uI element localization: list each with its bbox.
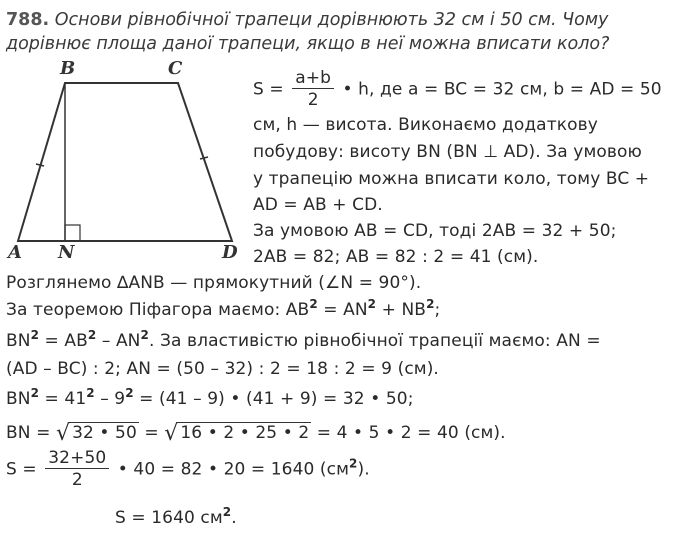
text-seg: = (41 – 9) • (41 + 9) = 32 • 50;	[133, 389, 414, 409]
text-seg: = 4 • 5 • 2 = 40 (см).	[311, 423, 506, 443]
right-angle-mark	[65, 225, 80, 241]
tick-ab	[36, 164, 44, 166]
solution-line-10	[6, 328, 601, 354]
solution-line-14	[6, 448, 370, 491]
trapezoid-figure	[0, 58, 250, 258]
text-seg: ).	[357, 459, 370, 480]
text-seg: + NB	[376, 300, 427, 320]
text-seg: – AN	[96, 331, 141, 351]
text-seg: BN =	[6, 423, 56, 443]
solution-line-8: Розглянемо ∆ANB — прямокутний (∠N = 90°).	[6, 273, 422, 293]
area-formula-line	[253, 68, 662, 111]
sqrt-radicand-1: 32 • 50	[72, 423, 137, 443]
tick-cd	[200, 157, 208, 159]
sup-2: 2	[309, 297, 318, 311]
sup-2: 2	[125, 386, 134, 400]
text-seg: .	[231, 508, 237, 528]
sqrt-symbol: √	[55, 421, 71, 446]
fraction-denominator: 2	[307, 90, 319, 110]
text-seg: – 9	[94, 389, 126, 409]
solution-line-12	[6, 386, 414, 412]
fraction-numerator: a+b	[292, 68, 334, 89]
label-a: A	[8, 242, 22, 263]
sup-2: 2	[222, 505, 232, 519]
solution-line-9	[6, 297, 440, 323]
problem-number: 788.	[6, 10, 50, 30]
solution-line-13	[6, 420, 506, 447]
s-equals: S =	[6, 459, 37, 480]
answer-line	[115, 505, 237, 531]
sup-2: 2	[87, 328, 97, 342]
solution-line-2: см, h — висота. Виконаємо додаткову	[253, 115, 598, 135]
solution-line-6: За умовою AB = CD, тоді 2AB = 32 + 50;	[253, 221, 617, 241]
text-seg: BN	[6, 389, 31, 409]
fraction-numerator: 32+50	[45, 448, 109, 469]
problem-line-1	[6, 8, 686, 32]
sqrt-symbol: √	[164, 421, 179, 446]
label-n: N	[58, 242, 75, 263]
fraction-sum	[45, 448, 109, 491]
sup-2: 2	[349, 456, 358, 471]
text-seg: = AB	[39, 331, 88, 351]
solution-line-3: побудову: висоту BN (BN ⊥ AD). За умовою	[253, 142, 642, 162]
trapezoid-outline	[18, 83, 232, 241]
problem-text-1: Основи рівнобічної трапеци дорівнюють 32 см і 50 см. Чому	[54, 10, 609, 30]
fraction-a-plus-b	[292, 68, 334, 111]
formula-rest: • h, де a = BC = 32 см, b = AD = 50	[342, 79, 662, 100]
sup-2: 2	[367, 297, 377, 311]
sqrt-radicand-2: 16 • 2 • 25 • 2	[180, 423, 310, 443]
text-seg: ;	[434, 300, 441, 320]
sup-2: 2	[86, 386, 95, 400]
sup-2: 2	[30, 328, 40, 342]
sup-2: 2	[426, 297, 435, 311]
solution-line-11: (AD – BC) : 2; AN = (50 – 32) : 2 = 18 : 2 = 9 (см).	[6, 359, 439, 379]
sup-2: 2	[30, 386, 40, 400]
solution-line-7: 2AB = 82; AB = 82 : 2 = 41 (см).	[253, 247, 539, 267]
label-b: B	[60, 58, 76, 79]
problem-statement	[6, 8, 686, 56]
text-seg: = 41	[39, 389, 87, 409]
text-seg: . За властивістю рівнобічної трапеції маємо: AN =	[148, 331, 601, 351]
sup-2: 2	[140, 328, 149, 342]
text-seg: За теоремою Піфагора маємо: AB	[6, 300, 310, 320]
label-d: D	[222, 242, 238, 263]
problem-line-2: дорівнює площа даної трапеци, якщо в неї можна вписати коло?	[6, 34, 610, 54]
text-seg: =	[138, 423, 165, 443]
s-equals: S =	[253, 79, 284, 100]
fraction-denominator: 2	[71, 470, 83, 490]
solution-line-5: AD = AB + CD.	[253, 195, 383, 215]
answer-text: S = 1640 см	[115, 508, 223, 528]
text-seg: BN	[6, 331, 31, 351]
text-seg: = AN	[317, 300, 368, 320]
label-c: C	[168, 58, 183, 79]
solution-line-4: у трапецію можна вписати коло, тому BC +	[253, 169, 650, 189]
text-seg: • 40 = 82 • 20 = 1640 (см	[117, 459, 350, 480]
